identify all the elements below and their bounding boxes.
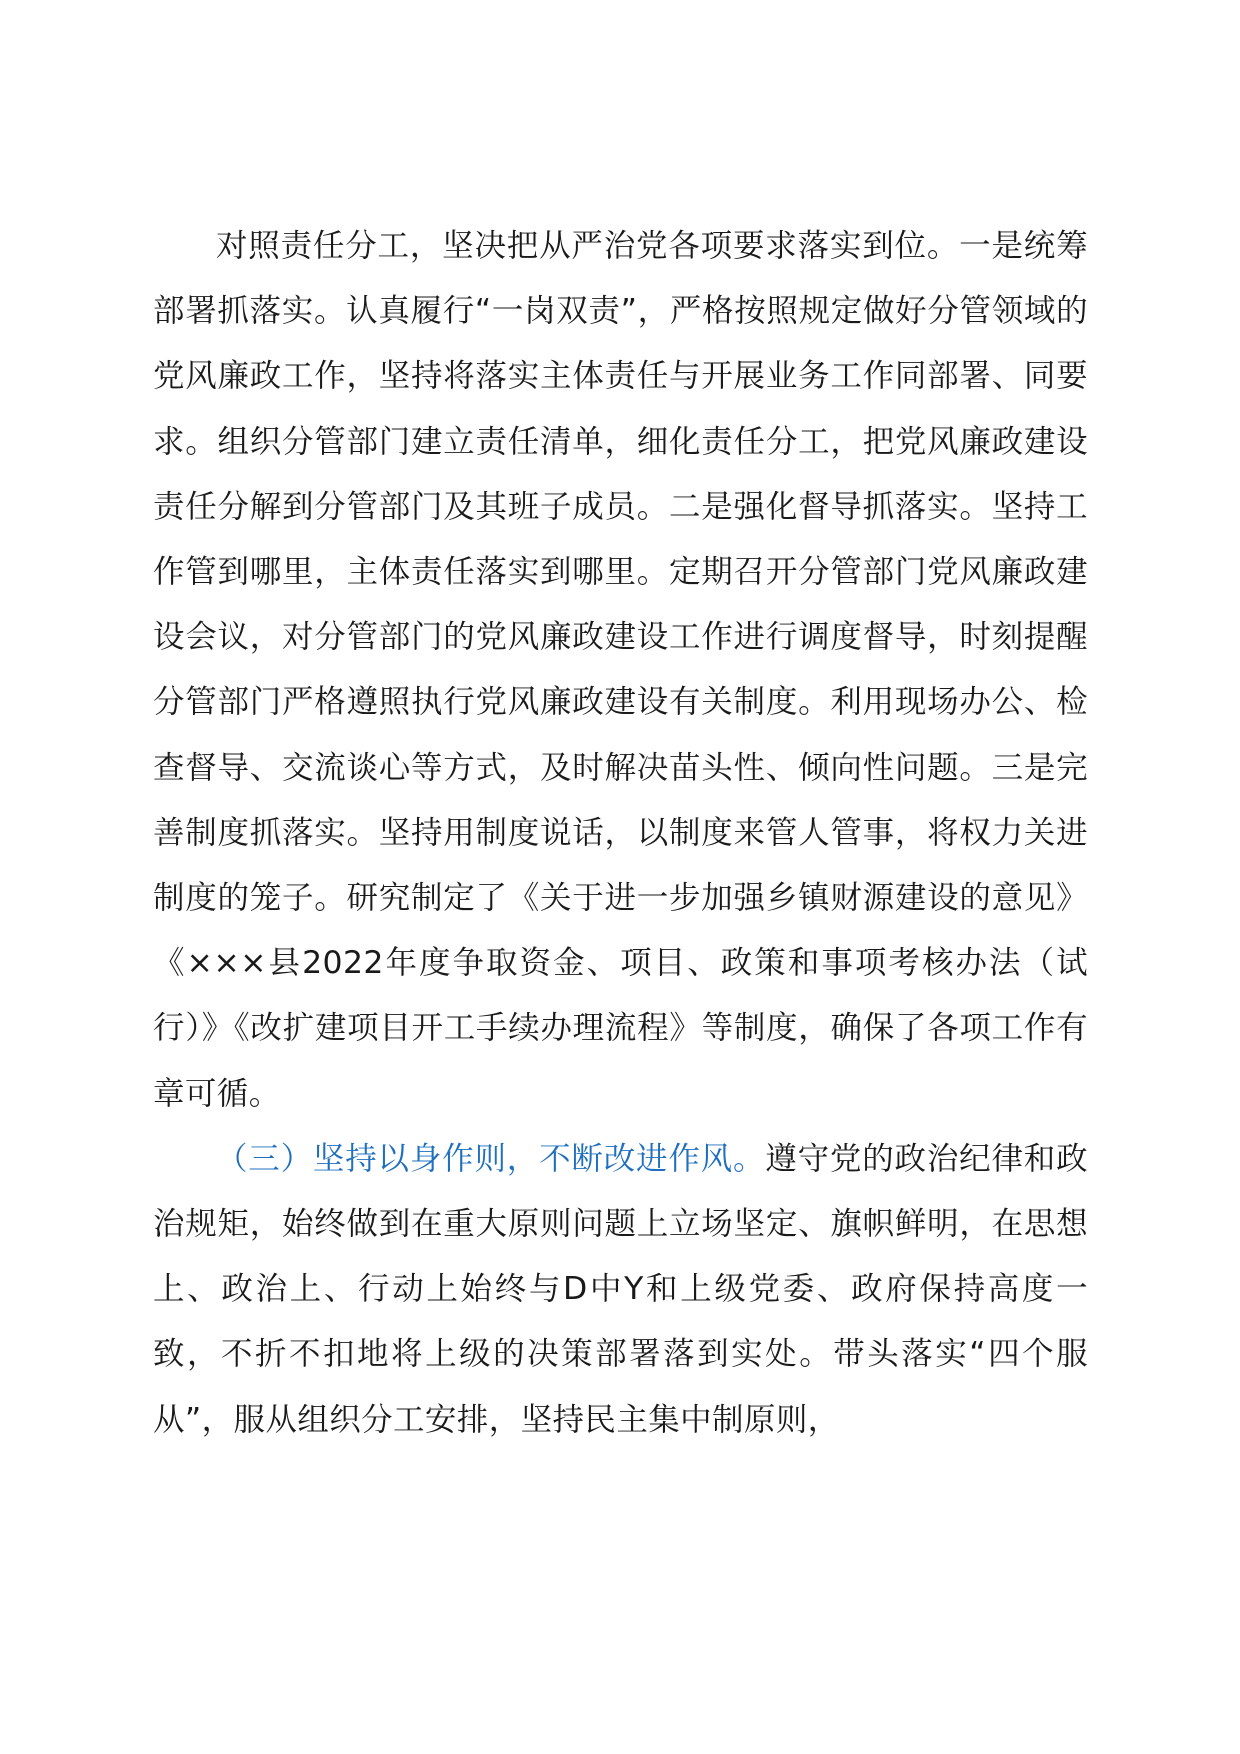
- paragraph-responsibility: [153, 214, 1088, 1127]
- document-body: [153, 214, 1088, 1453]
- paragraph-text: 对照责任分工，坚决把从严治党各项要求落实到位。一是统筹部署抓落实。认真履行“一岗双责”，严格按照规定做好分管领域的党风廉政工作，坚持将落实主体责任与开展业务工作同部署、同要求。组织分管部门建立责任清单，细化责任分工，把党风廉政建设责任分解到分管部门及其班子成员。二是强化督导抓落实。坚持工作管到哪里，主体责任落实到哪里。定期召开分管部门党风廉政建设会议，对分管部门的党风廉政建设工作进行调度督导，时刻提醒分管部门严格遵照执行党风廉政建设有关制度。利用现场办公、检查督导、交流谈心等方式，及时解决苗头性、倾向性问题。三是完善制度抓落实。坚持用制度说话，以制度来管人管事，将权力关进制度的笼子。研究制定了《关于进一步加强乡镇财源建设的意见》《×××县2022年度争取资金、项目、政策和事项考核办法（试行）》《改扩建项目开工手续办理流程》等制度，确保了各项工作有章可循。: [153, 228, 1088, 1112]
- paragraph-lead-by-example: [153, 1127, 1088, 1453]
- paragraph-text: 遵守党的政治纪律和政治规矩，始终做到在重大原则问题上立场坚定、旗帜鲜明，在思想上、政治上、行动上始终与D中Y和上级党委、政府保持高度一致，不折不扣地将上级的决策部署落到实处。带头落实“四个服从”，服从组织分工安排，坚持民主集中制原则，: [153, 1140, 1088, 1438]
- section-heading: （三）坚持以身作则，不断改进作风。: [216, 1140, 766, 1177]
